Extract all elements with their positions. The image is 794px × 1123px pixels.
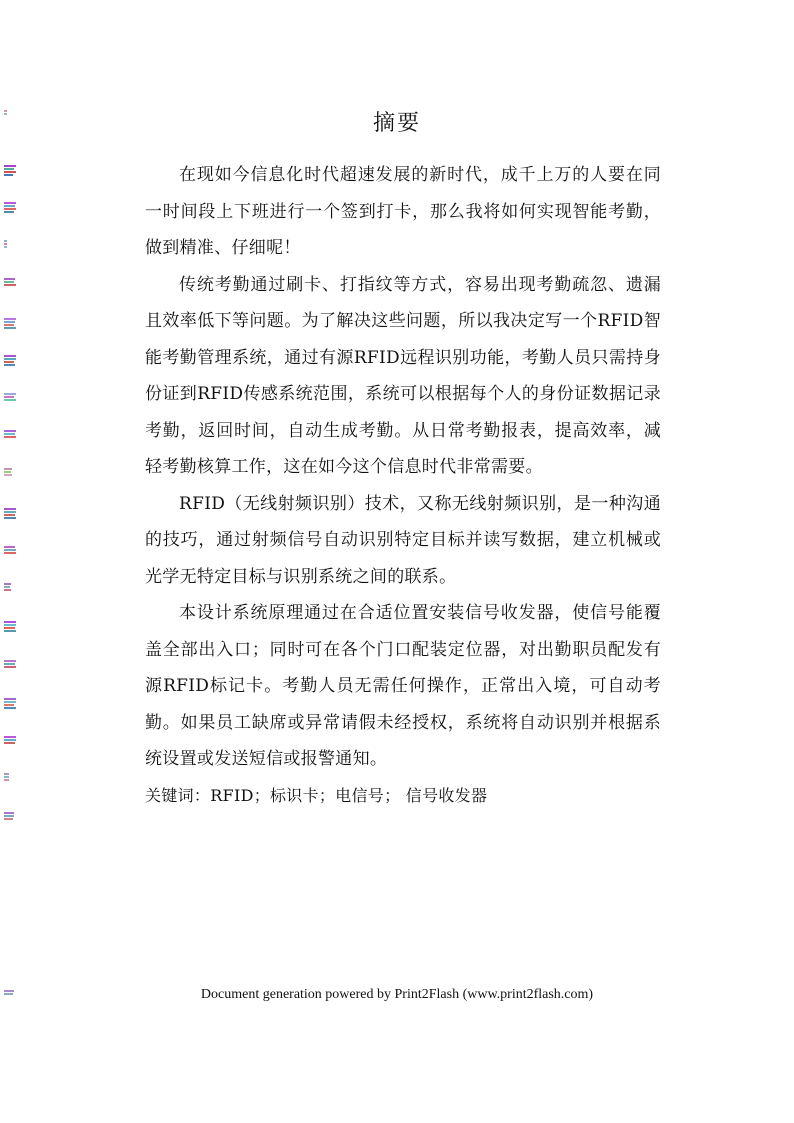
scan-artifact [4,318,18,332]
paragraph-4: 本设计系统原理通过在合适位置安装信号收发器，使信号能覆盖全部出入口；同时可在各个门口配装定位器，对出勤职员配发有源RFID标记卡。考勤人员无需任何操作，正常出入境，可自动考勤。如果员工缺席或异常请假未经授权，系统将自动识别并根据系统设置或发送短信或报警通知。 [145,603,661,769]
scan-artifact [4,468,18,482]
scan-artifact [4,430,18,444]
scan-artifact [4,736,18,750]
paragraph-2: 传统考勤通过刷卡、打指纹等方式，容易出现考勤疏忽、遗漏且效率低下等问题。为了解决这些问题，所以我决定写一个RFID智能考勤管理系统，通过有源RFID远程识别功能，考勤人员只需持身份证到RFID传感系统范围，系统可以根据每个人的身份证数据记录考勤，返回时间，自动生成考勤。从日常考勤报表，提高效率，减轻考勤核算工作，这在如今这个信息时代非常需要。 [145,274,661,477]
footer-credit: Document generation powered by Print2Flash (www.print2flash.com) [200,987,594,1002]
scan-artifact [4,278,18,292]
scan-artifact [4,583,18,597]
scan-artifact [4,773,18,787]
scan-artifact [4,165,18,179]
paragraph-3: RFID（无线射频识别）技术，又称无线射频识别，是一种沟通的技巧，通过射频信号自动识别特定目标并读写数据，建立机械或光学无特定目标与识别系统之间的联系。 [145,493,661,587]
scan-artifact [4,508,18,522]
scan-artifact [4,240,18,254]
keywords-line: 关键词：RFID；标识卡；电信号； 信号收发器 [145,785,488,805]
paragraph-1: 在现如今信息化时代超速发展的新时代，成千上万的人要在同一时间段上下班进行一个签到打卡，那么我将如何实现智能考勤，做到精准、仔细呢！ [145,165,661,258]
scan-artifact [4,812,18,826]
abstract-body [145,157,661,814]
scan-artifact [4,202,18,216]
scan-artifact [4,355,18,369]
scan-artifact [4,698,18,712]
scan-artifact [4,621,18,635]
page-title: 摘要 [372,111,421,136]
scan-artifact [4,990,18,1004]
scan-artifact [4,546,18,560]
scan-artifact [4,393,18,407]
scan-artifact [4,660,18,674]
scan-artifact [4,110,18,124]
